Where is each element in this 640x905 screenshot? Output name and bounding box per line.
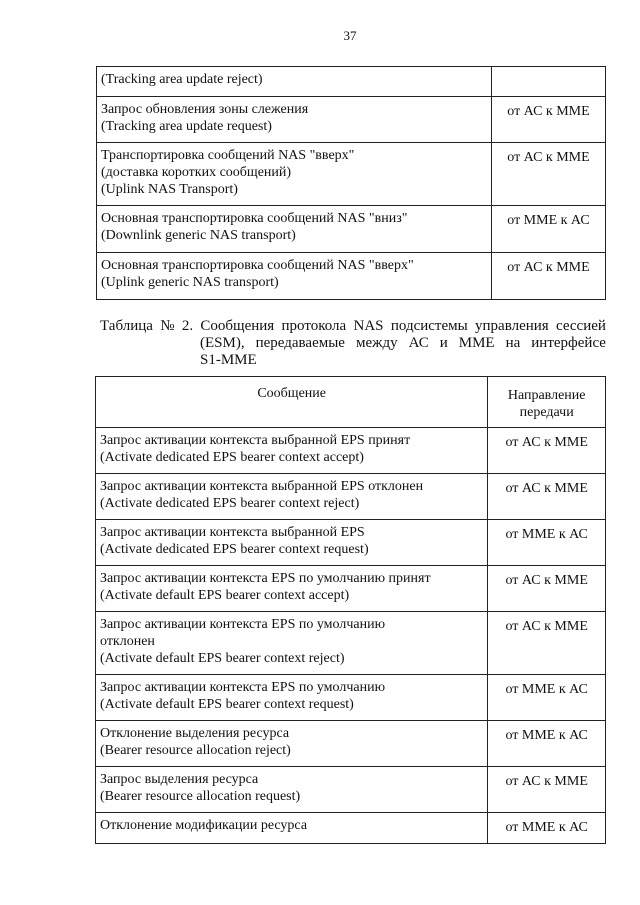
direction-cell: от АС к ММЕ	[488, 566, 606, 612]
caption-word: NAS	[353, 318, 384, 334]
message-cell	[96, 612, 488, 675]
header-message-label: Сообщение	[257, 386, 326, 401]
direction-cell: от АС к ММЕ	[491, 253, 605, 300]
table-caption	[100, 318, 606, 369]
message-cell	[97, 206, 492, 253]
caption-word: подсистемы	[390, 318, 468, 334]
esm-messages-table	[95, 376, 606, 844]
table-row	[96, 474, 606, 520]
header-message	[96, 377, 488, 428]
message-text: Основная транспортировка сообщений NAS "вниз"	[101, 211, 408, 226]
message-cell	[97, 253, 492, 300]
message-text: (Tracking area update reject)	[101, 72, 263, 87]
message-cell	[97, 143, 492, 206]
caption-word: между	[355, 335, 398, 351]
caption-word: на	[505, 335, 521, 351]
message-text: (Activate default EPS bearer context reject)	[100, 651, 345, 666]
table-row	[97, 253, 606, 300]
message-cell	[96, 428, 488, 474]
caption-word: 2.	[181, 318, 194, 334]
message-text: Основная транспортировка сообщений NAS "вверх"	[101, 258, 414, 273]
table-row	[97, 206, 606, 253]
message-text: (доставка коротких сообщений)	[101, 165, 292, 180]
message-text: Запрос активации контекста выбранной EPS принят	[100, 433, 411, 448]
message-text: (Activate dedicated EPS bearer context reject)	[100, 496, 360, 511]
message-text: (Bearer resource allocation request)	[100, 789, 301, 804]
caption-line-2	[100, 335, 606, 352]
caption-word: ММЕ	[458, 335, 495, 351]
message-text: Отклонение модификации ресурса	[100, 818, 308, 833]
table-row	[97, 97, 606, 143]
direction-cell: от ММЕ к АС	[488, 721, 606, 767]
direction-cell: от АС к ММЕ	[488, 474, 606, 520]
table-row	[96, 428, 606, 474]
message-text: Отклонение выделения ресурса	[100, 726, 290, 741]
message-text: (Uplink generic NAS transport)	[101, 275, 279, 290]
header-direction-line: передачи	[519, 405, 574, 420]
table-header-row	[96, 377, 606, 428]
table-row	[96, 675, 606, 721]
message-cell	[96, 813, 488, 844]
table-row	[96, 813, 606, 844]
header-direction	[488, 377, 606, 428]
message-text: (Downlink generic NAS transport)	[101, 228, 296, 243]
message-cell	[97, 97, 492, 143]
direction-cell: от АС к ММЕ	[488, 612, 606, 675]
table1-body	[97, 67, 606, 300]
nas-messages-table-continued	[96, 66, 606, 300]
direction-cell: от ММЕ к АС	[488, 813, 606, 844]
direction-cell	[491, 67, 605, 97]
message-cell	[96, 721, 488, 767]
message-text: Запрос активации контекста EPS по умолчанию	[100, 680, 386, 695]
message-text: (Tracking area update request)	[101, 119, 272, 134]
message-text: Запрос обновления зоны слежения	[101, 102, 309, 117]
message-text: Транспортировка сообщений NAS "вверх"	[101, 148, 355, 163]
message-text: (Bearer resource allocation reject)	[100, 743, 291, 758]
direction-cell: от ММЕ к АС	[488, 520, 606, 566]
message-text: отклонен	[100, 634, 155, 649]
table-row	[96, 612, 606, 675]
caption-word: управления	[475, 318, 549, 334]
caption-line-1	[100, 318, 606, 335]
caption-word: (ESM),	[200, 335, 245, 351]
message-text: Запрос активации контекста EPS по умолчанию принят	[100, 571, 431, 586]
header-direction-line: Направление	[507, 388, 586, 403]
caption-word: АС	[408, 335, 429, 351]
message-cell	[97, 67, 492, 97]
caption-word: и	[439, 335, 448, 351]
message-cell	[96, 474, 488, 520]
message-text: (Activate dedicated EPS bearer context request)	[100, 542, 369, 557]
table-row	[96, 520, 606, 566]
message-text: (Activate default EPS bearer context request)	[100, 697, 354, 712]
message-text: (Activate default EPS bearer context accept)	[100, 588, 350, 603]
direction-cell: от АС к ММЕ	[491, 143, 605, 206]
message-cell	[96, 675, 488, 721]
message-cell	[96, 520, 488, 566]
message-cell	[96, 566, 488, 612]
table2-body	[96, 428, 606, 844]
caption-word: Таблица	[100, 318, 153, 334]
caption-word: передаваемые	[255, 335, 345, 351]
table-row	[96, 721, 606, 767]
caption-word: №	[160, 318, 175, 334]
message-text: (Activate dedicated EPS bearer context accept)	[100, 450, 364, 465]
page-number: 37	[343, 28, 357, 43]
caption-word: интерфейсе	[531, 335, 606, 351]
message-text: Запрос активации контекста выбранной EPS	[100, 525, 365, 540]
table-row	[96, 566, 606, 612]
direction-cell: от ММЕ к АС	[488, 675, 606, 721]
table-row	[96, 767, 606, 813]
message-text: Запрос выделения ресурса	[100, 772, 259, 787]
message-text: Запрос активации контекста EPS по умолчанию	[100, 617, 386, 632]
caption-word: Сообщения	[200, 318, 275, 334]
direction-cell: от АС к ММЕ	[491, 97, 605, 143]
direction-cell: от АС к ММЕ	[488, 767, 606, 813]
message-cell	[96, 767, 488, 813]
direction-cell: от АС к ММЕ	[488, 428, 606, 474]
message-text: Запрос активации контекста выбранной EPS отклонен	[100, 479, 424, 494]
caption-line-3: S1-MME	[200, 352, 257, 368]
caption-word: сессией	[556, 318, 606, 334]
direction-cell: от ММЕ к АС	[491, 206, 605, 253]
table-row	[97, 67, 606, 97]
message-text: (Uplink NAS Transport)	[101, 182, 238, 197]
caption-word: протокола	[281, 318, 347, 334]
table-row	[97, 143, 606, 206]
